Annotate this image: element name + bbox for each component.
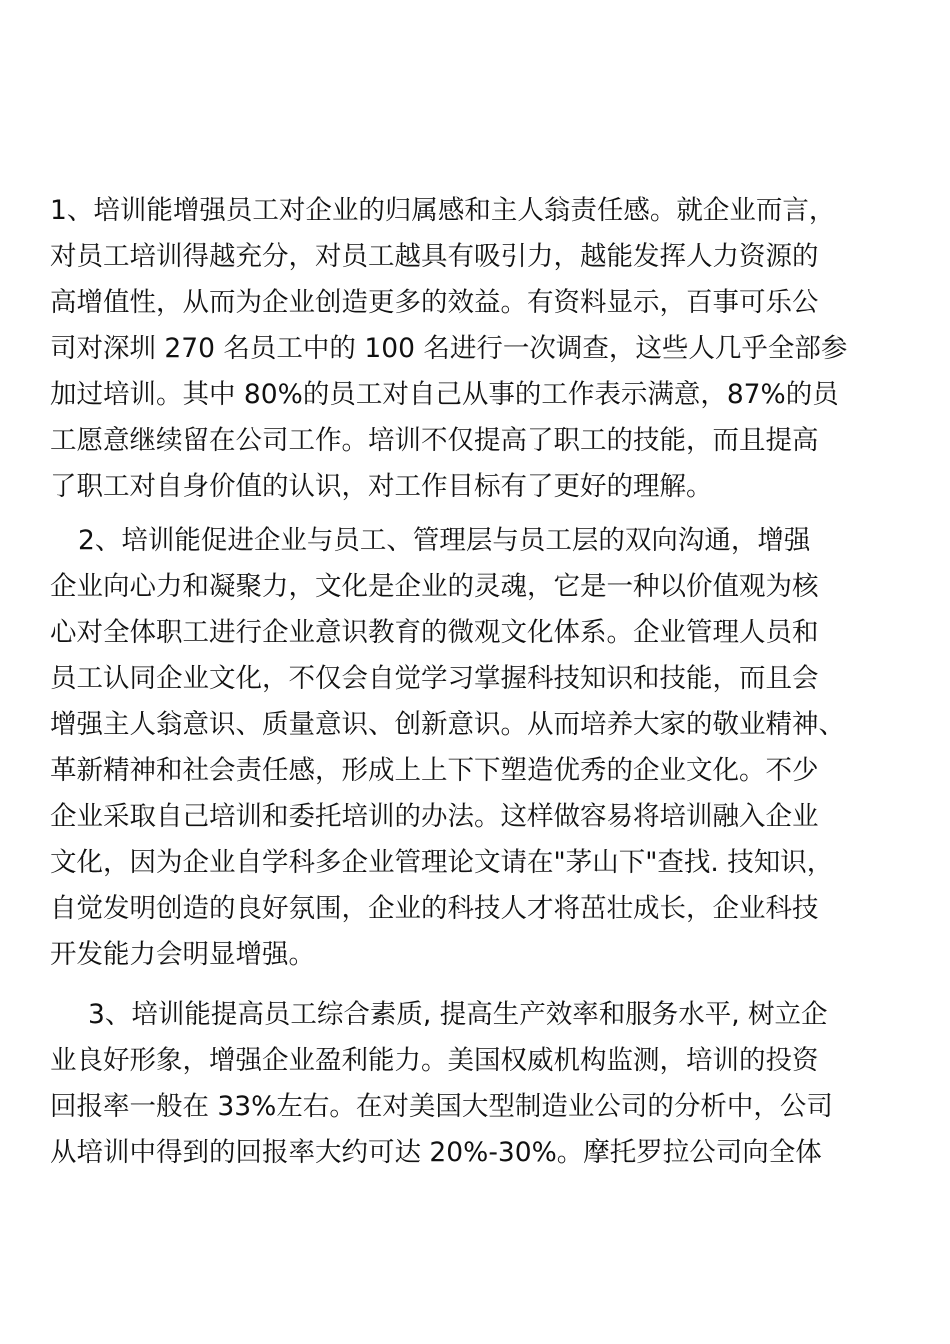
paragraph-3-line-1: 3、培训能提高员工综合素质, 提高生产效率和服务水平, 树立企: [88, 999, 828, 1030]
paragraph-2-line-5: 增强主人翁意识、质量意识、创新意识。从而培养大家的敬业精神、: [50, 709, 845, 740]
paragraph-1-line-4: 司对深圳 270 名员工中的 100 名进行一次调查，这些人几乎全部参: [50, 333, 848, 364]
paragraph-1-line-6: 工愿意继续留在公司工作。培训不仅提高了职工的技能，而且提高: [50, 425, 819, 456]
paragraph-3-line-2: 业良好形象，增强企业盈利能力。美国权威机构监测，培训的投资: [50, 1045, 819, 1076]
paragraph-2-line-6: 革新精神和社会责任感，形成上上下下塑造优秀的企业文化。不少: [50, 755, 819, 786]
paragraph-1-line-1: 1、培训能增强员工对企业的归属感和主人翁责任感。就企业而言，: [50, 195, 836, 226]
paragraph-3-line-4: 从培训中得到的回报率大约可达 20%-30%。摩托罗拉公司向全体: [50, 1137, 822, 1168]
paragraph-2-line-7: 企业采取自己培训和委托培训的办法。这样做容易将培训融入企业: [50, 801, 819, 832]
paragraph-2-line-10: 开发能力会明显增强。: [50, 939, 315, 970]
paragraph-2-line-1: 2、培训能促进企业与员工、管理层与员工层的双向沟通，增强: [78, 525, 811, 556]
paragraph-2-line-9: 自觉发明创造的良好氛围，企业的科技人才将茁壮成长，企业科技: [50, 893, 819, 924]
paragraph-1-line-2: 对员工培训得越充分，对员工越具有吸引力，越能发挥人力资源的: [50, 241, 819, 272]
paragraph-1-line-7: 了职工对自身价值的认识，对工作目标有了更好的理解。: [50, 471, 713, 502]
paragraph-1-line-3: 高增值性，从而为企业创造更多的效益。有资料显示，百事可乐公: [50, 287, 819, 318]
paragraph-2-line-4: 员工认同企业文化，不仅会自觉学习掌握科技知识和技能，而且会: [50, 663, 819, 694]
paragraph-1-line-5: 加过培训。其中 80%的员工对自己从事的工作表示满意，87%的员: [50, 379, 839, 410]
paragraph-3-line-3: 回报率一般在 33%左右。在对美国大型制造业公司的分析中，公司: [50, 1091, 833, 1122]
paragraph-2-line-3: 心对全体职工进行企业意识教育的微观文化体系。企业管理人员和: [50, 617, 819, 648]
paragraph-2-line-8: 文化，因为企业自学科多企业管理论文请在"茅山下"查找. 技知识，: [50, 847, 834, 878]
paragraph-2-line-2: 企业向心力和凝聚力，文化是企业的灵魂，它是一种以价值观为核: [50, 571, 819, 602]
